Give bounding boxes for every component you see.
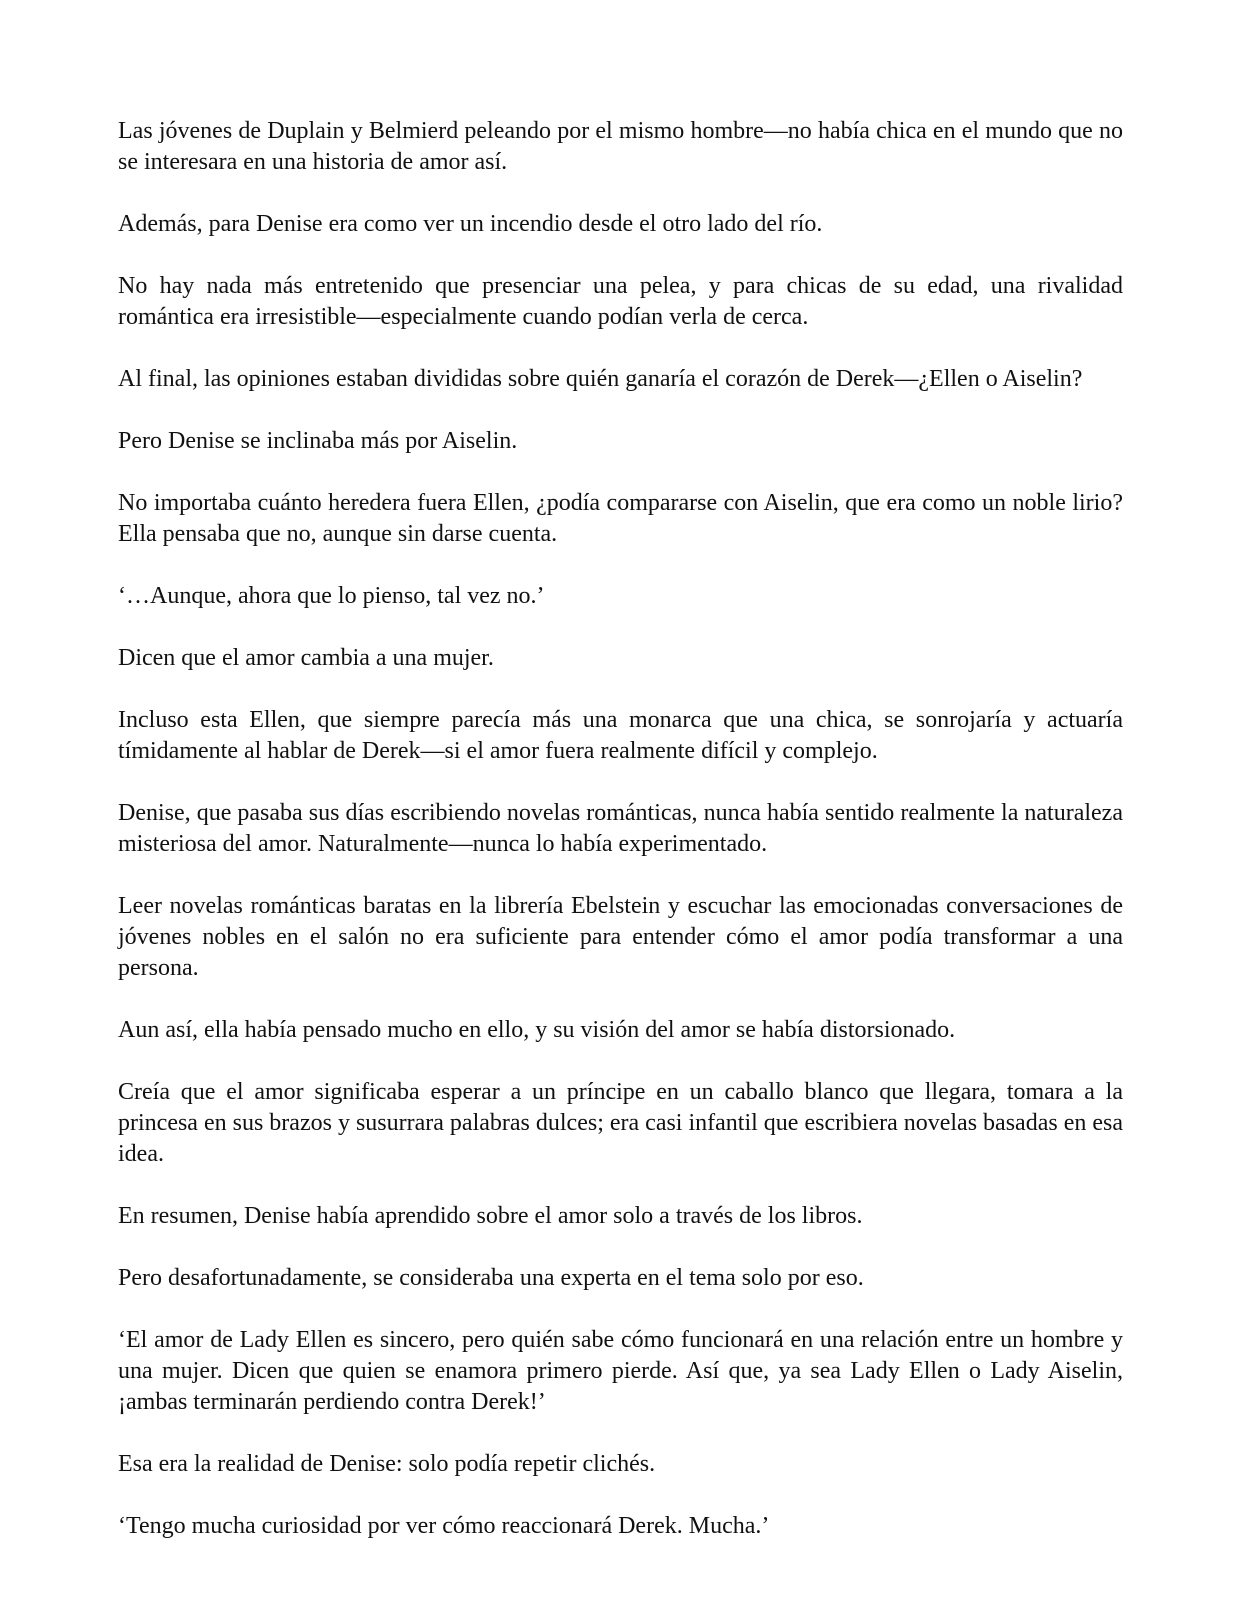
paragraph-13: Creía que el amor significaba esperar a un príncipe en un caballo blanco que llegara, tomara a la princesa en sus brazos y susurrara palabras dulces; era casi infantil que escribiera novelas basadas en esa idea. [118, 1079, 1123, 1167]
paragraph-11: Leer novelas románticas baratas en la librería Ebelstein y escuchar las emocionadas conversaciones de jóvenes nobles en el salón no era suficiente para entender cómo el amor podía transformar a una persona. [118, 893, 1123, 981]
paragraph-6: No importaba cuánto heredera fuera Ellen, ¿podía compararse con Aiselin, que era como un noble lirio? Ella pensaba que no, aunque sin darse cuenta. [118, 490, 1123, 547]
paragraph-10: Denise, que pasaba sus días escribiendo novelas románticas, nunca había sentido realmente la naturaleza misteriosa del amor. Naturalmente—nunca lo había experimentado. [118, 800, 1123, 857]
paragraph-4: Al final, las opiniones estaban divididas sobre quién ganaría el corazón de Derek—¿Ellen o Aiselin? [118, 366, 1083, 392]
paragraph-9: Incluso esta Ellen, que siempre parecía más una monarca que una chica, se sonrojaría y actuaría tímidamente al hablar de Derek—si el amor fuera realmente difícil y complejo. [118, 707, 1123, 764]
paragraph-17: Esa era la realidad de Denise: solo podía repetir clichés. [118, 1451, 656, 1477]
paragraph-2: Además, para Denise era como ver un incendio desde el otro lado del río. [118, 211, 823, 237]
paragraph-1: Las jóvenes de Duplain y Belmierd peleando por el mismo hombre—no había chica en el mundo que no se interesara en una historia de amor así. [118, 118, 1123, 175]
paragraph-15: Pero desafortunadamente, se consideraba una experta en el tema solo por eso. [118, 1265, 864, 1291]
paragraph-5: Pero Denise se inclinaba más por Aiselin. [118, 428, 518, 454]
paragraph-7: ‘…Aunque, ahora que lo pienso, tal vez no.’ [118, 583, 545, 609]
paragraph-8: Dicen que el amor cambia a una mujer. [118, 645, 494, 671]
paragraph-12: Aun así, ella había pensado mucho en ello, y su visión del amor se había distorsionado. [118, 1017, 956, 1043]
paragraph-18: ‘Tengo mucha curiosidad por ver cómo reaccionará Derek. Mucha.’ [118, 1513, 770, 1539]
paragraph-16: ‘El amor de Lady Ellen es sincero, pero quién sabe cómo funcionará en una relación entre un hombre y una mujer. Dicen que quien se enamora primero pierde. Así que, ya sea Lady Ellen o Lady Aiselin, ¡ambas terminarán perdiendo contra Derek!’ [118, 1327, 1123, 1415]
paragraph-14: En resumen, Denise había aprendido sobre el amor solo a través de los libros. [118, 1203, 863, 1229]
paragraph-3: No hay nada más entretenido que presenciar una pelea, y para chicas de su edad, una rivalidad romántica era irresistible—especialmente cuando podían verla de cerca. [118, 273, 1123, 330]
